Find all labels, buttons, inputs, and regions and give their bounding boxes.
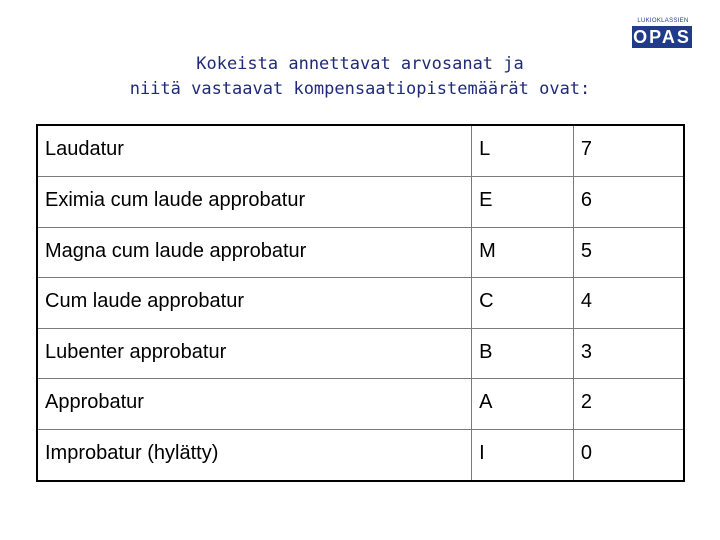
grade-letter: B bbox=[472, 328, 574, 379]
grade-letter: C bbox=[472, 278, 574, 329]
table-row bbox=[37, 379, 684, 430]
grade-name: Lubenter approbatur bbox=[37, 328, 472, 379]
page-title bbox=[60, 52, 660, 102]
grades-table bbox=[36, 124, 685, 482]
table-row bbox=[37, 278, 684, 329]
grade-letter: E bbox=[472, 176, 574, 227]
grade-name: Cum laude approbatur bbox=[37, 278, 472, 329]
table-row bbox=[37, 227, 684, 278]
table-row bbox=[37, 176, 684, 227]
grade-points: 3 bbox=[573, 328, 684, 379]
grade-letter: L bbox=[472, 125, 574, 176]
title-line-1: Kokeista annettavat arvosanat ja bbox=[196, 54, 524, 74]
grade-points: 0 bbox=[573, 430, 684, 481]
grade-name: Laudatur bbox=[37, 125, 472, 176]
opas-logo bbox=[632, 18, 694, 50]
grade-points: 2 bbox=[573, 379, 684, 430]
grade-name: Magna cum laude approbatur bbox=[37, 227, 472, 278]
grade-name: Improbatur (hylätty) bbox=[37, 430, 472, 481]
table-row bbox=[37, 430, 684, 481]
grade-points: 5 bbox=[573, 227, 684, 278]
grade-name: Eximia cum laude approbatur bbox=[37, 176, 472, 227]
grade-letter: I bbox=[472, 430, 574, 481]
table-row bbox=[37, 125, 684, 176]
grade-letter: M bbox=[472, 227, 574, 278]
grade-points: 6 bbox=[573, 176, 684, 227]
table-row bbox=[37, 328, 684, 379]
grade-name: Approbatur bbox=[37, 379, 472, 430]
grade-letter: A bbox=[472, 379, 574, 430]
grade-points: 4 bbox=[573, 278, 684, 329]
title-line-2: niitä vastaavat kompensaatiopistemäärät ovat: bbox=[129, 79, 591, 99]
logo-box-text: OPAS bbox=[633, 27, 691, 47]
grade-points: 7 bbox=[573, 125, 684, 176]
logo-top-text: LUKIOKLASSIEN bbox=[637, 18, 689, 24]
